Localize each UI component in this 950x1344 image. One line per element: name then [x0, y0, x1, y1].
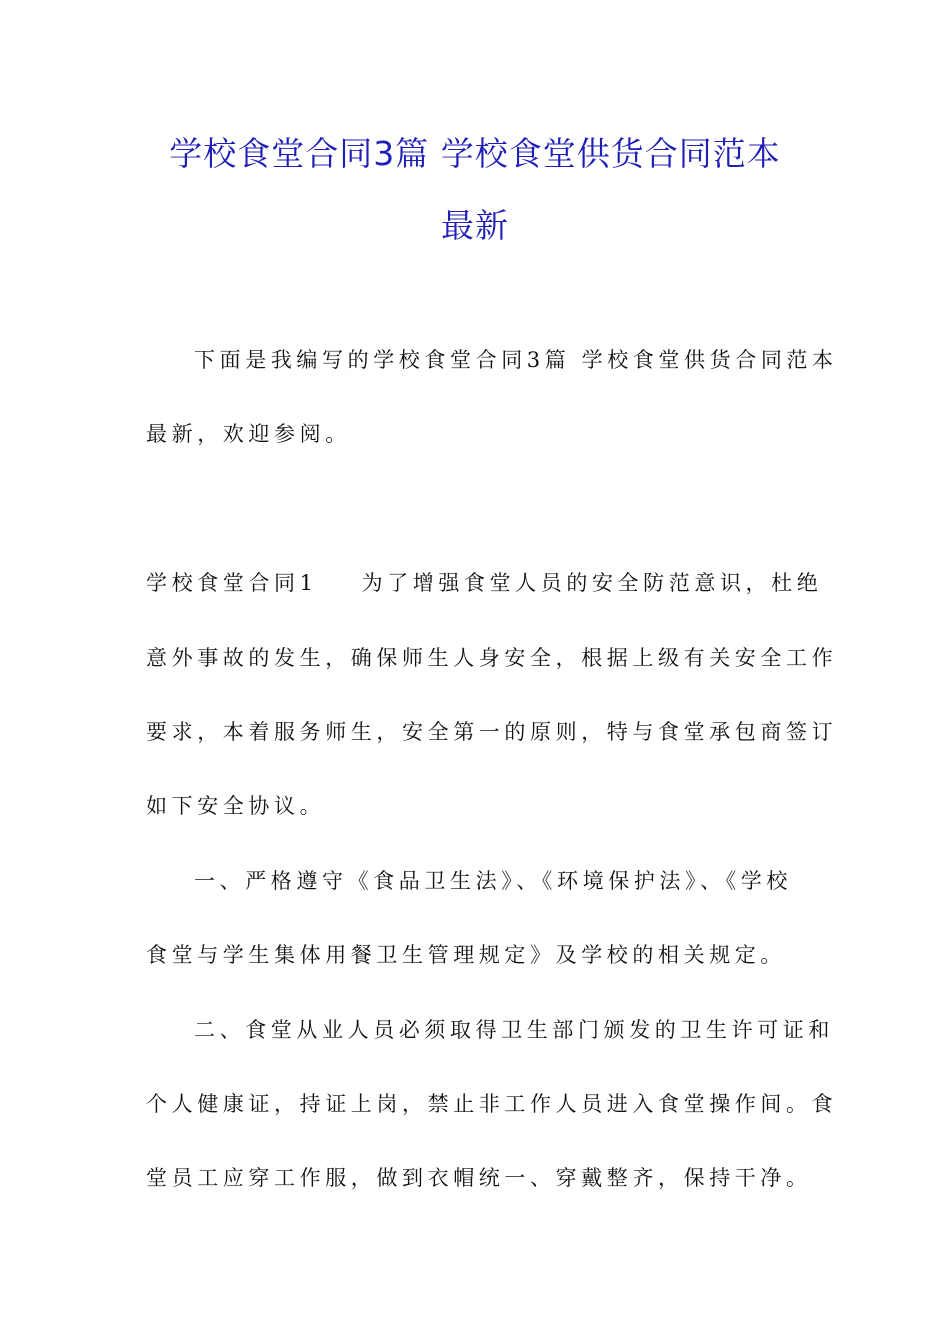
section-first-line: [146, 568, 822, 598]
intro-line-2: 最新，欢迎参阅。: [146, 422, 351, 446]
clause-2-line-3: 堂员工应穿工作服，做到衣帽统一、穿戴整齐，保持干净。: [146, 1166, 812, 1190]
clause-1-line-1: 一、严格遵守《食品卫生法》、《环境保护法》、《学校: [194, 869, 792, 893]
section-label: 学校食堂合同1: [146, 571, 318, 595]
body-line-2: 意外事故的发生，确保师生人身安全，根据上级有关安全工作: [146, 646, 838, 670]
clause-1-line-2: 食堂与学生集体用餐卫生管理规定》及学校的相关规定。: [146, 943, 786, 967]
clause-2-line-1: 二、食堂从业人员必须取得卫生部门颁发的卫生许可证和: [194, 1018, 834, 1042]
body-line-1: 为了增强食堂人员的安全防范意识，杜绝: [361, 571, 823, 595]
body-line-4: 如下安全协议。: [146, 794, 326, 818]
clause-2-line-2: 个人健康证，持证上岗，禁止非工作人员进入食堂操作间。食: [146, 1092, 838, 1116]
document-title-line-2: 最新: [441, 206, 509, 245]
body-line-3: 要求，本着服务师生，安全第一的原则，特与食堂承包商签订: [146, 720, 838, 744]
intro-line-1: 下面是我编写的学校食堂合同3篇 学校食堂供货合同范本: [194, 348, 838, 372]
document-title-line-1: 学校食堂合同3篇 学校食堂供货合同范本: [169, 134, 781, 173]
